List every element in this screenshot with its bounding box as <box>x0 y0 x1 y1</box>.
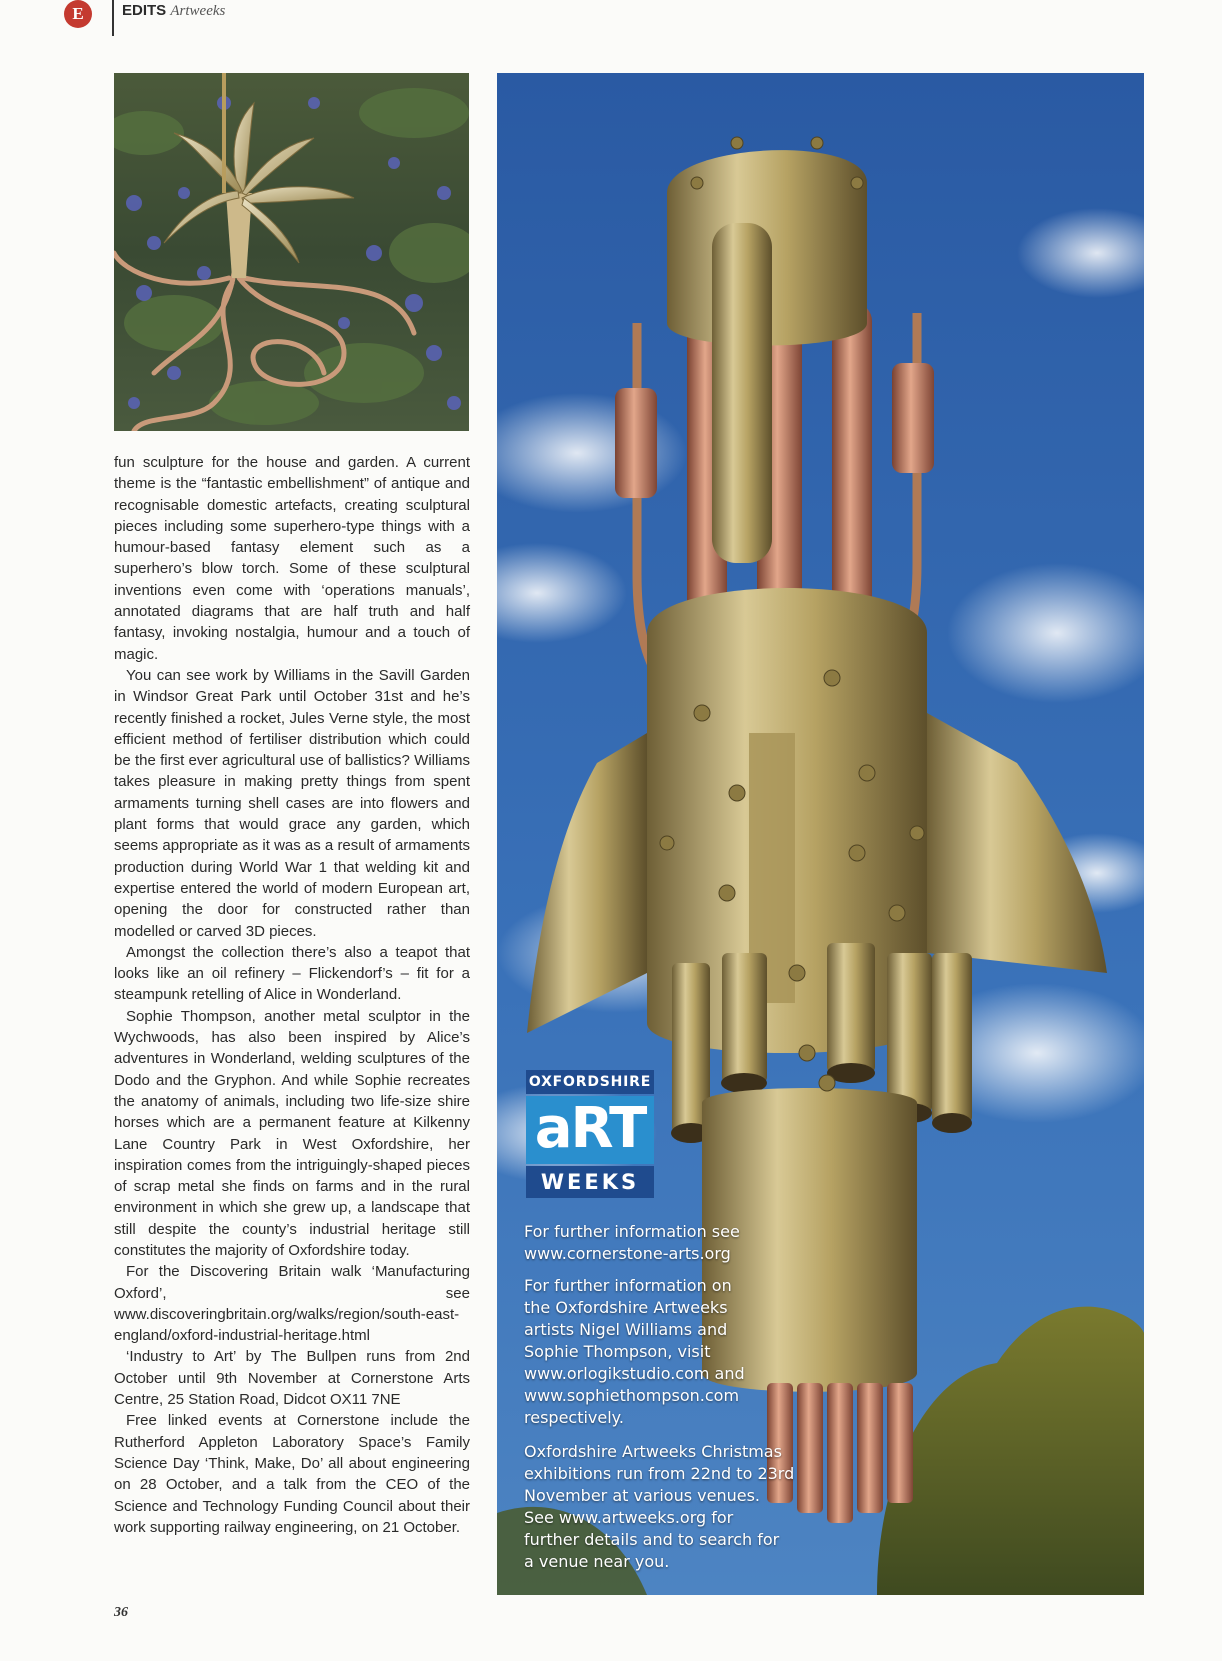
rocket-sculpture-photo <box>497 73 1144 1595</box>
info-cornerstone: For further information see www.cornerstone-arts.org <box>524 1222 740 1263</box>
oxfordshire-artweeks-logo <box>526 1070 654 1198</box>
header-section-label: Artweeks <box>170 3 226 19</box>
info-artists: For further information on the Oxfordshire Artweeks artists Nigel Williams and Sophie Thompson, visit www.orlogikstudio.com and www.sophiethompson.com respectively. <box>524 1276 745 1427</box>
article-paragraph: Sophie Thompson, another metal sculptor in the Wychwoods, has also been inspired by Alice’s adventures in Wonderland, welding sculptures of the Dodo and the Gryphon. And while Sophie recreates the anatomy of animals, including two life-size shire horses which are a permanent feature at Kilkenny Lane Country Park in West Oxfordshire, her inspiration comes from the intriguingly-shaped pieces of scrap metal she finds on farms and in the rural environment in which she grew up, a landscape that still despite the county’s industrial heritage still constitutes the majority of Oxfordshire today. <box>114 1007 470 1259</box>
article-paragraph: ‘Industry to Art’ by The Bullpen runs from 2nd October until 9th November at Cornerstone Arts Centre, 25 Station Road, Didcot OX11 7NE <box>114 1348 470 1409</box>
article-paragraph: You can see work by Williams in the Savill Garden in Windsor Great Park until October 31st and he’s recently finished a rocket, Jules Verne style, the most efficient method of fertiliser distribution which could be the first ever agricultural use of ballistics? Williams takes pleasure in making pretty things from spent armaments turning shell cases are into flowers and plant forms that would grace any garden, which seems appropriate as it was as a result of armaments production during World War 1 that welding kit and expertise entered the world of modern European art, opening the door for constructed rather than modelled or carved 3D pieces. <box>114 666 470 940</box>
page-number: 36 <box>114 1605 128 1620</box>
flower-sculpture-photo <box>114 73 469 431</box>
header-title <box>122 2 225 20</box>
logo-art-mark: aRT <box>526 1096 654 1164</box>
info-christmas-exhibitions: Oxfordshire Artweeks Christmas exhibitions run from 22nd to 23rd November at various venues. See www.artweeks.org for further details and to search for a venue near you. <box>524 1442 795 1571</box>
article-body <box>114 452 470 1538</box>
running-header <box>60 0 560 36</box>
header-edits-label: EDITS <box>122 2 167 19</box>
flower-sculpture-illustration <box>114 73 469 431</box>
article-paragraph: Free linked events at Cornerstone include the Rutherford Appleton Laboratory Space’s Family Science Day ‘Think, Make, Do’ all about engineering on 28 October, and a talk from the CEO of the Science and Technology Funding Council about their work supporting railway engineering, on 21 October. <box>114 1412 470 1536</box>
article-paragraph: fun sculpture for the house and garden. A current theme is the “fantastic embellishment” of antique and recognisable domestic artefacts, creating sculptural pieces including some superhero-type things with a humour-based fantasy element such as a superhero’s blow torch. Some of these sculptural inventions even come with ‘operations manuals’, annotated diagrams that are half truth and half fantasy, invoking nostalgia, humour and a touch of magic. <box>114 454 470 663</box>
logo-bottom-band: WEEKS <box>526 1166 654 1198</box>
section-badge: E <box>64 0 92 28</box>
header-divider <box>112 0 114 36</box>
article-paragraph: Amongst the collection there’s also a teapot that looks like an oil refinery – Flickendorf’s – fit for a steampunk retelling of Alice in Wonderland. <box>114 943 470 1004</box>
logo-top-band: OXFORDSHIRE <box>526 1070 654 1094</box>
article-paragraph: For the Discovering Britain walk ‘Manufacturing Oxford’, see www.discoveringbritain.org/walks/region/south-east-england/oxford-industrial-heritage.html <box>114 1263 470 1345</box>
